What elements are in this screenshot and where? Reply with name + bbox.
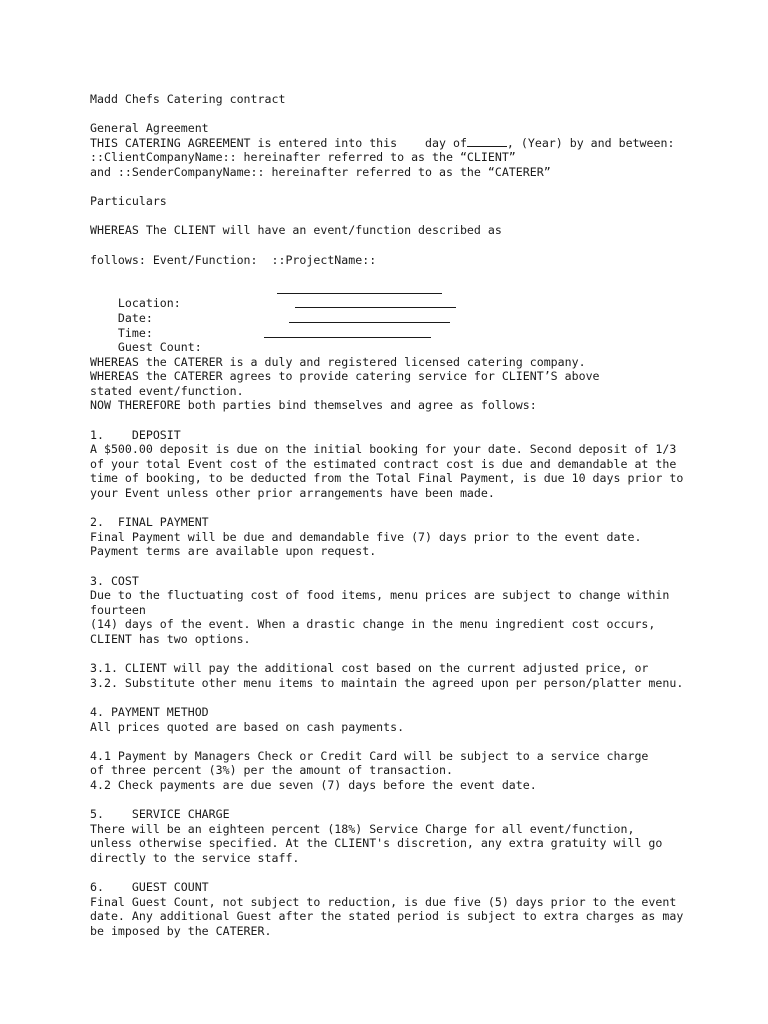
guest-count-blank xyxy=(264,337,431,338)
payment-method-subclause: of three percent (3%) per the amount of transaction. xyxy=(90,763,453,778)
client-line: ::ClientCompanyName:: hereinafter referred to as the “CLIENT” xyxy=(90,150,516,165)
contract-document xyxy=(90,92,750,938)
payment-method-heading: 4. PAYMENT METHOD xyxy=(90,704,209,719)
service-charge-heading: 5. SERVICE CHARGE xyxy=(90,807,230,822)
service-charge-line: directly to the service staff. xyxy=(90,850,300,865)
location-label: Location: xyxy=(117,296,181,311)
payment-method-subclause: 4.2 Check payments are due seven (7) days before the event date. xyxy=(90,777,537,792)
cost-line: CLIENT has two options. xyxy=(90,631,251,646)
cost-option: 3.1. CLIENT will pay the additional cost based on the current adjusted price, or xyxy=(90,661,649,676)
deposit-line: A $500.00 deposit is due on the initial booking for your date. Second deposit of 1/3 xyxy=(90,442,677,457)
deposit-line: of your total Event cost of the estimated contract cost is due and demandable at the xyxy=(90,456,677,471)
deposit-heading: 1. DEPOSIT xyxy=(90,427,181,442)
service-charge-line: unless otherwise specified. At the CLIENT's discretion, any extra gratuity will go xyxy=(90,836,663,851)
guest-count-line: date. Any additional Guest after the stated period is subject to extra charges as may xyxy=(90,909,684,924)
agreement-intro-line xyxy=(90,136,750,151)
whereas-event-line: WHEREAS The CLIENT will have an event/function described as xyxy=(90,223,502,238)
whereas-line: NOW THEREFORE both parties bind themselves and agree as follows: xyxy=(90,398,537,413)
follows-event-line: follows: Event/Function: ::ProjectName:: xyxy=(90,252,377,267)
deposit-line: time of booking, to be deducted from the Total Final Payment, is due 10 days prior to xyxy=(90,471,684,486)
cost-line: (14) days of the event. When a drastic change in the menu ingredient cost occurs, xyxy=(90,617,656,632)
cost-heading: 3. COST xyxy=(90,573,139,588)
document-title: Madd Chefs Catering contract xyxy=(90,92,286,106)
time-label: Time: xyxy=(117,325,153,340)
cost-option: 3.2. Substitute other menu items to maintain the agreed upon per person/platter menu. xyxy=(90,675,684,690)
guest-count-line: be imposed by the CATERER. xyxy=(90,923,272,938)
time-field xyxy=(90,311,750,340)
date-label: Date: xyxy=(117,310,153,325)
final-payment-line: Payment terms are available upon request. xyxy=(90,544,377,559)
caterer-line: and ::SenderCompanyName:: hereinafter referred to as the “CATERER” xyxy=(90,164,551,179)
whereas-line: WHEREAS the CATERER agrees to provide catering service for CLIENT’S above xyxy=(90,369,600,384)
whereas-line: WHEREAS the CATERER is a duly and registered licensed catering company. xyxy=(90,354,586,369)
date-field xyxy=(90,296,750,325)
general-agreement-heading: General Agreement xyxy=(90,121,209,136)
guest-count-line: Final Guest Count, not subject to reduction, is due five (5) days prior to the event xyxy=(90,894,677,909)
day-blank xyxy=(467,136,507,147)
agreement-intro-text: THIS CATERING AGREEMENT is entered into this day of xyxy=(90,135,467,150)
particulars-heading: Particulars xyxy=(90,194,167,209)
cost-line: Due to the fluctuating cost of food items, menu prices are subject to change within xyxy=(90,588,670,603)
whereas-line: stated event/function. xyxy=(90,383,244,398)
cost-line: fourteen xyxy=(90,602,146,617)
payment-method-line: All prices quoted are based on cash payments. xyxy=(90,719,405,734)
guest-count-label: Guest Count: xyxy=(117,340,202,355)
time-blank xyxy=(289,322,450,323)
service-charge-line: There will be an eighteen percent (18%) Service Charge for all event/function, xyxy=(90,821,635,836)
guest-count-field xyxy=(90,326,750,355)
payment-method-subclause: 4.1 Payment by Managers Check or Credit Card will be subject to a service charge xyxy=(90,748,649,763)
guest-count-heading: 6. GUEST COUNT xyxy=(90,880,209,895)
final-payment-heading: 2. FINAL PAYMENT xyxy=(90,515,209,530)
location-field xyxy=(90,282,750,311)
date-blank xyxy=(295,307,456,308)
deposit-line: your Event unless other prior arrangements have been made. xyxy=(90,486,495,501)
agreement-intro-text-end: , (Year) by and between: xyxy=(506,135,675,150)
final-payment-line: Final Payment will be due and demandable five (7) days prior to the event date. xyxy=(90,529,642,544)
location-blank xyxy=(277,293,442,294)
